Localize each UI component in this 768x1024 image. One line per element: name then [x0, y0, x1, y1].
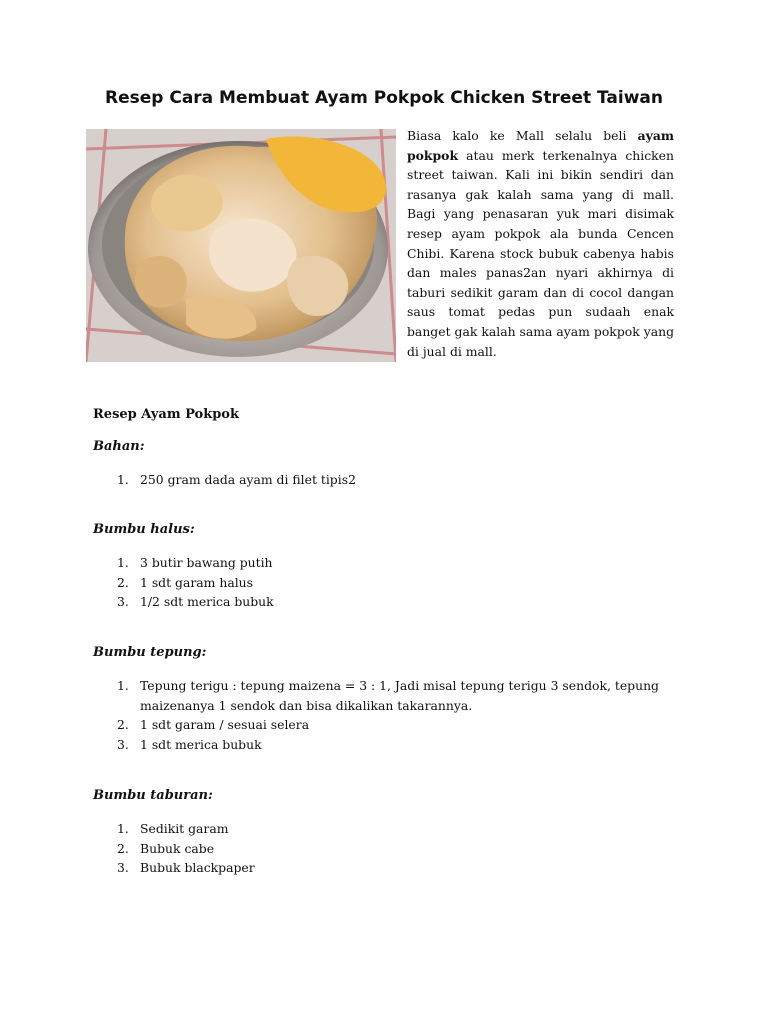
- section-heading-bumbu-halus: Bumbu halus:: [93, 522, 195, 537]
- list-bumbu-halus: [93, 553, 674, 612]
- intro-text-end: atau merk terkenalnya chicken street taiwan. Kali ini bikin sendiri dan rasanya gak kalah sama yang di mall. Bagi yang penasaran yuk mari disimak resep ayam pokpok ala bunda Cencen Chibi. Karena stock bubuk cabenya habis dan males panas2an nyari akhirnya di taburi sedikit garam dan di cocol dangan saus tomat pedas pun sudaah enak banget gak kalah sama ayam pokpok yang di jual di mall.: [407, 147, 674, 359]
- list-item-text: 1/2 sdt merica bubuk: [140, 594, 274, 610]
- list-item-number: 2.: [117, 574, 129, 590]
- list-item-number: 1.: [117, 555, 129, 570]
- list-item-text: Bubuk blackpaper: [140, 860, 255, 876]
- list-item-number: 1.: [117, 472, 129, 487]
- list-item-number: 2.: [117, 717, 129, 733]
- list-item: [93, 858, 674, 878]
- list-item: [93, 553, 674, 573]
- list-item: [93, 676, 674, 715]
- list-item-text: 1 sdt merica bubuk: [140, 736, 262, 752]
- section-heading-bumbu-taburan: Bumbu taburan:: [93, 788, 213, 803]
- list-item-text: 1 sdt garam halus: [140, 574, 254, 590]
- list-item: [93, 735, 674, 755]
- list-item-number: 3.: [117, 736, 129, 752]
- section-heading-bahan: Bahan:: [93, 439, 145, 454]
- page-title: Resep Cara Membuat Ayam Pokpok Chicken Street Taiwan: [104, 88, 663, 108]
- list-item-number: 1.: [117, 678, 129, 693]
- fried-chicken-photo: [86, 129, 396, 362]
- list-item: [93, 573, 674, 593]
- list-item: [93, 470, 674, 490]
- list-bumbu-taburan: [93, 819, 674, 878]
- list-item-number: 3.: [117, 860, 129, 876]
- recipe-title: Resep Ayam Pokpok: [93, 407, 239, 422]
- list-item-number: 3.: [117, 594, 129, 610]
- list-item: [93, 819, 674, 839]
- intro-text-start: Biasa kalo ke Mall selalu beli: [407, 128, 638, 143]
- list-item-text: 3 butir bawang putih: [140, 555, 273, 570]
- list-item-text: Tepung terigu : tepung maizena = 3 : 1, Jadi misal tepung terigu 3 sendok, tepung maizenanya 1 sendok dan bisa dikalikan takarannya.: [140, 678, 659, 713]
- list-item-text: Bubuk cabe: [140, 840, 215, 856]
- list-item-number: 2.: [117, 840, 129, 856]
- intro-bold-text: ayam pokpok: [407, 128, 674, 163]
- list-bumbu-tepung: [93, 676, 674, 754]
- list-item-number: 1.: [117, 821, 129, 836]
- list-bahan: [93, 470, 674, 490]
- list-item-text: 250 gram dada ayam di filet tipis2: [140, 472, 356, 487]
- section-heading-bumbu-tepung: Bumbu tepung:: [93, 645, 207, 660]
- list-item: [93, 715, 674, 735]
- list-item-text: Sedikit garam: [140, 821, 229, 836]
- list-item-text: 1 sdt garam / sesuai selera: [140, 717, 310, 733]
- list-item: [93, 592, 674, 612]
- list-item: [93, 839, 674, 859]
- intro-paragraph: [407, 126, 674, 361]
